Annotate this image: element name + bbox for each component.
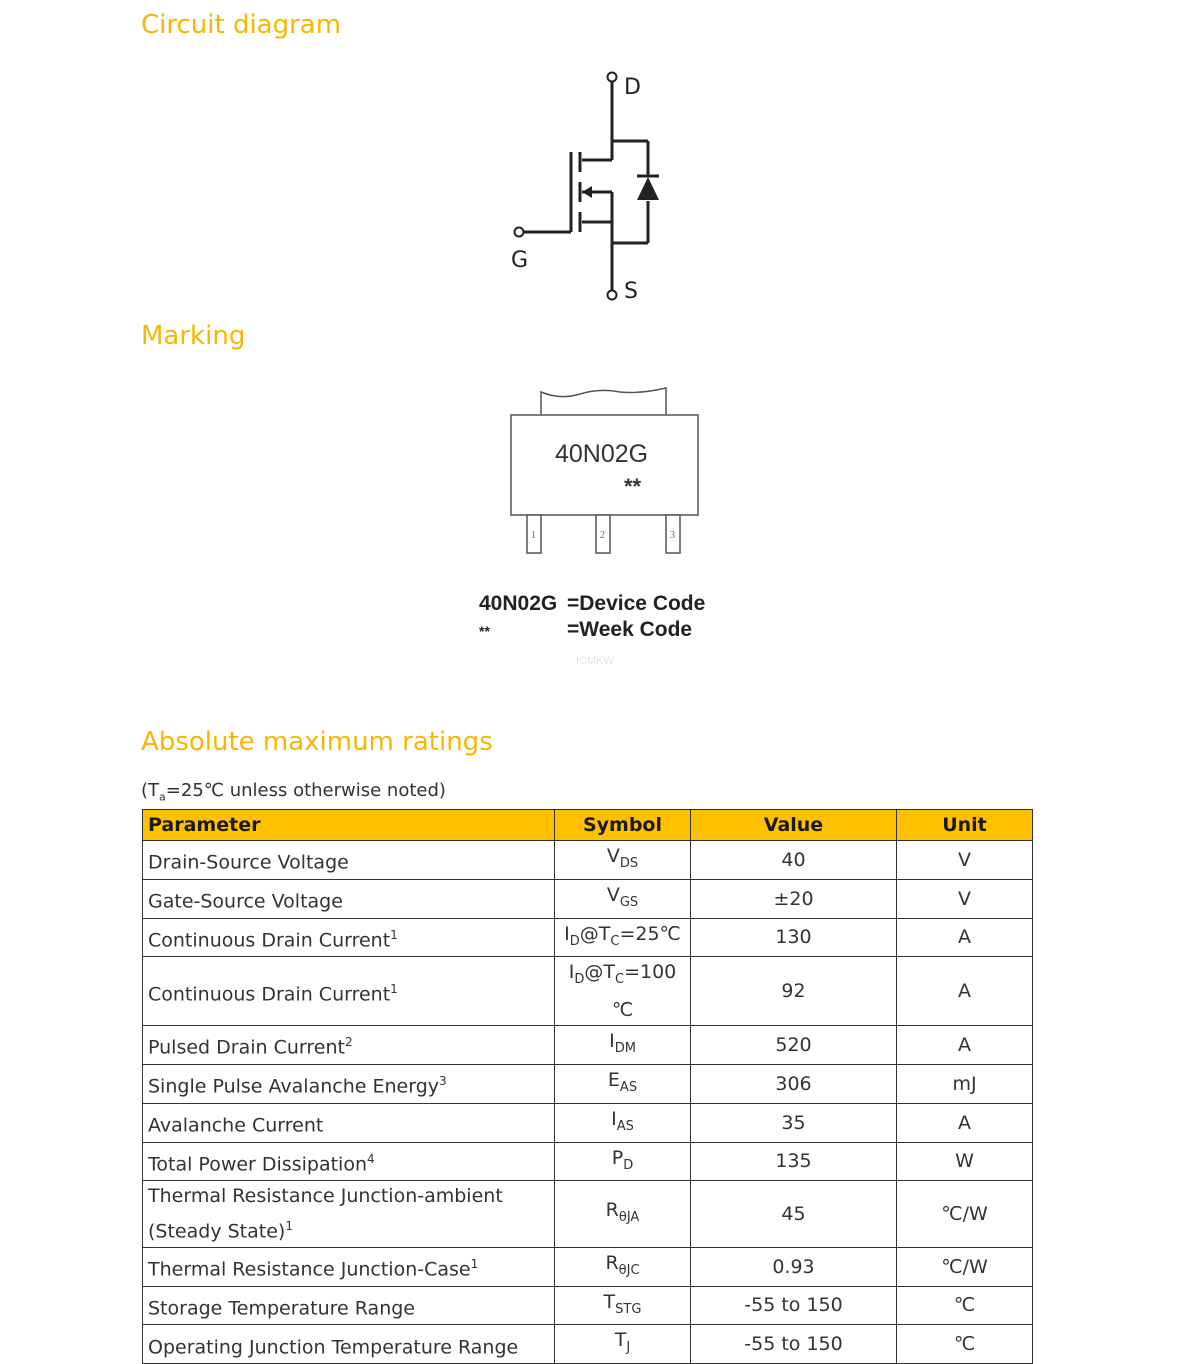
legend-device-code [479,592,705,616]
symbol-cell: $V_{DS}$ [555,841,691,880]
symbol-cell: $E_{AS}$ [555,1064,691,1103]
pin-label-1: 1 [531,530,536,541]
value-cell: 130 [691,918,897,957]
table-header-row [143,810,1033,841]
value-cell: -55 to 150 [691,1286,897,1325]
parameter-cell: Storage Temperature Range [143,1286,555,1325]
table-row [143,1247,1033,1286]
legend-desc: =Device Code [567,592,706,615]
header-parameter: Parameter [143,810,555,841]
unit-cell: ℃/W [897,1247,1033,1286]
symbol-cell: $V_{GS}$ [555,879,691,918]
drain-label: D [624,75,641,100]
absolute-maximum-ratings-table [142,809,1033,1364]
package-marking-drawing [500,380,720,580]
gate-label: G [511,248,529,273]
table-row [143,957,1033,1026]
unit-cell: W [897,1142,1033,1181]
value-cell: 520 [691,1026,897,1065]
unit-cell: V [897,841,1033,880]
symbol-cell: $I_D@T_C=25℃$ [555,918,691,957]
table-row [143,1103,1033,1142]
value-cell: -55 to 150 [691,1325,897,1364]
header-symbol: Symbol [555,810,691,841]
table-row [143,1286,1033,1325]
watermark: ICMKW [576,655,614,667]
value-cell: 0.93 [691,1247,897,1286]
table-row [143,841,1033,880]
parameter-cell: Pulsed Drain Current$^2$ [143,1026,555,1065]
parameter-cell: Total Power Dissipation$^4$ [143,1142,555,1181]
unit-cell: A [897,1103,1033,1142]
header-value: Value [691,810,897,841]
unit-cell: ℃/W [897,1181,1033,1247]
table-row [143,918,1033,957]
parameter-cell: Continuous Drain Current$^1$ [143,918,555,957]
parameter-cell: Drain-Source Voltage [143,841,555,880]
unit-cell: A [897,1026,1033,1065]
parameter-cell: Continuous Drain Current$^1$ [143,957,555,1026]
parameter-cell: Operating Junction Temperature Range [143,1325,555,1364]
symbol-cell: $T_J$ [555,1325,691,1364]
table-row [143,1325,1033,1364]
section-title-circuit: Circuit diagram [141,10,342,40]
mosfet-circuit-diagram [500,66,680,306]
table-row [143,879,1033,918]
symbol-cell: $I_{AS}$ [555,1103,691,1142]
unit-cell: ℃ [897,1325,1033,1364]
unit-cell: A [897,918,1033,957]
value-cell: 35 [691,1103,897,1142]
symbol-cell: $R_{\theta JC}$ [555,1247,691,1286]
unit-cell: mJ [897,1064,1033,1103]
symbol-cell: $I_D@T_C=100$ ℃ [555,957,691,1026]
pin-label-3: 3 [670,530,675,541]
legend-code: ** [479,623,490,639]
header-unit: Unit [897,810,1033,841]
source-label: S [624,279,638,304]
parameter-cell: Single Pulse Avalanche Energy$^3$ [143,1064,555,1103]
legend-week-code [479,618,692,642]
unit-cell: A [897,957,1033,1026]
symbol-cell: $P_D$ [555,1142,691,1181]
section-title-ratings: Absolute maximum ratings [141,727,493,757]
parameter-cell: Avalanche Current [143,1103,555,1142]
unit-cell: V [897,879,1033,918]
table-row [143,1064,1033,1103]
section-title-marking: Marking [141,321,246,351]
value-cell: 40 [691,841,897,880]
legend-code: 40N02G [479,592,558,615]
parameter-cell: Thermal Resistance Junction-ambient (Steady State)$^1$ [143,1181,555,1247]
symbol-cell: $T_{STG}$ [555,1286,691,1325]
unit-cell: ℃ [897,1286,1033,1325]
parameter-cell: Gate-Source Voltage [143,879,555,918]
table-row [143,1026,1033,1065]
value-cell: 45 [691,1181,897,1247]
package-week-code: ** [624,474,642,499]
parameter-cell: Thermal Resistance Junction-Case$^1$ [143,1247,555,1286]
table-row [143,1142,1033,1181]
package-device-code: 40N02G [555,440,649,468]
symbol-cell: $R_{\theta JA}$ [555,1181,691,1247]
symbol-cell: $I_{DM}$ [555,1026,691,1065]
legend-desc: =Week Code [567,618,693,641]
value-cell: 306 [691,1064,897,1103]
value-cell: 135 [691,1142,897,1181]
pin-label-2: 2 [600,530,605,541]
value-cell: ±20 [691,879,897,918]
value-cell: 92 [691,957,897,1026]
table-row [143,1181,1033,1247]
conditions-note: ($T_a=25℃$ unless otherwise noted) [141,780,446,804]
